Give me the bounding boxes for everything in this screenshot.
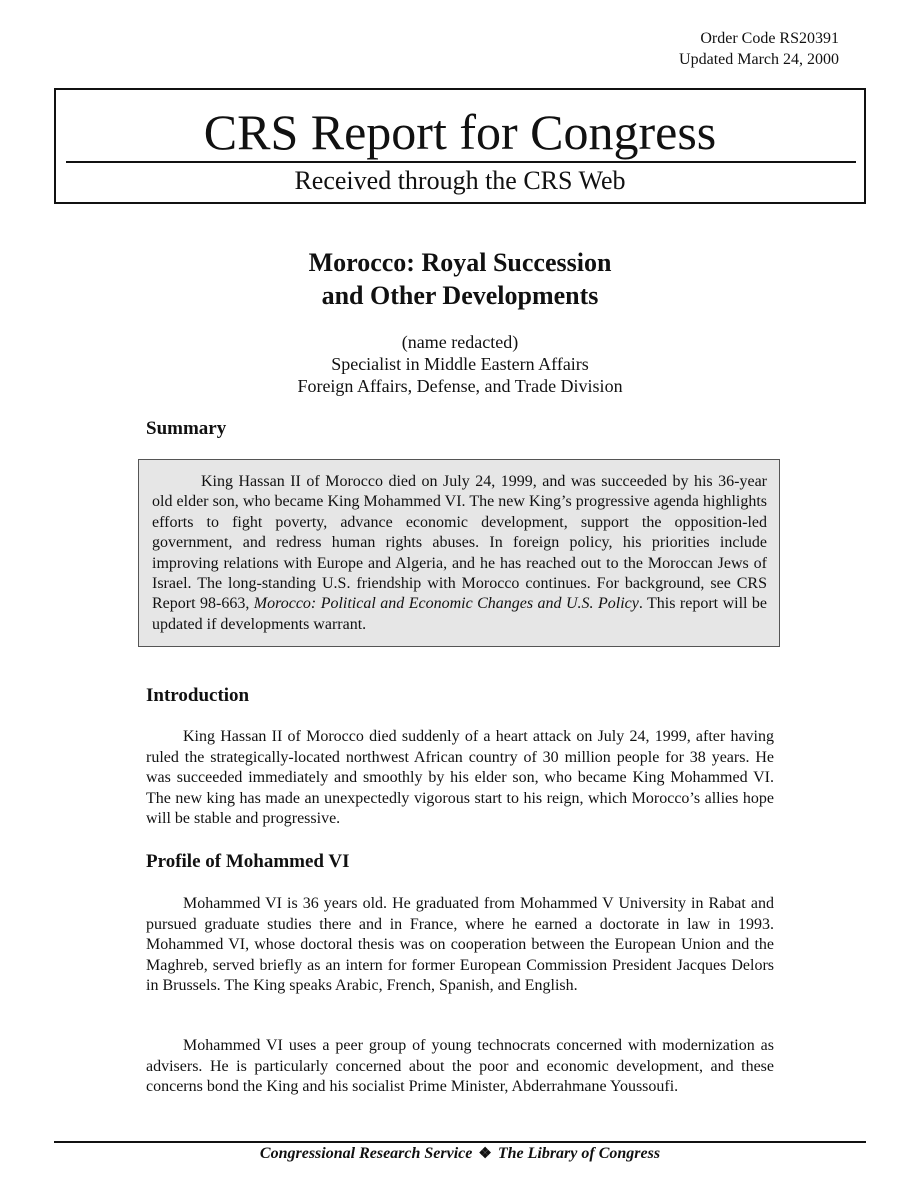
footer-rule	[54, 1141, 866, 1143]
report-title	[0, 246, 920, 312]
masthead	[54, 88, 866, 204]
introduction-heading: Introduction	[146, 685, 250, 706]
author-position: Specialist in Middle Eastern Affairs	[331, 354, 589, 374]
report-title-line2: and Other Developments	[321, 281, 599, 310]
order-info	[679, 28, 839, 70]
summary-text: King Hassan II of Morocco died on July 24, 1999, and was succeeded by his 36-year old elder son, who became King Mohammed VI. The new King’s progressive agenda highlights efforts to fight poverty, advance economic development, support the opposition-led government, and redress human rights abuses. In foreign policy, his priorities include improving relations with Europe and Algeria, and he has reached out to the Moroccan Jews of Israel. The long-standing U.S. friendship with Morocco continues. For background, see CRS Report 98-663,	[152, 473, 767, 613]
footer-crs: Congressional Research Service	[259, 1145, 473, 1162]
order-code: Order Code RS20391	[700, 30, 839, 47]
profile-heading: Profile of Mohammed VI	[146, 851, 350, 872]
author-name: (name redacted)	[401, 332, 519, 352]
masthead-rule	[66, 161, 856, 163]
introduction-paragraph: King Hassan II of Morocco died suddenly of a heart attack on July 24, 1999, after having ruled the strategically-located northwest African country of 30 million people for 38 years. He was succeeded immediately and smoothly by his elder son, who became King Mohammed VI. The new king has made an unexpectedly vigorous start to his reign, which Morocco’s allies hope will be stable and progressive.	[146, 728, 774, 827]
footer	[0, 1144, 920, 1164]
summary-box	[138, 459, 780, 647]
masthead-subtitle: Received through the CRS Web	[294, 166, 626, 195]
author-block	[0, 331, 920, 397]
report-title-line1: Morocco: Royal Succession	[308, 248, 612, 277]
diamond-icon: ❖	[478, 1146, 492, 1162]
profile-paragraph-1: Mohammed VI is 36 years old. He graduated from Mohammed V University in Rabat and pursued graduate studies there and in France, where he earned a doctorate in law in 1993. Mohammed VI, whose doctoral thesis was on cooperation between the European Union and the Maghreb, served briefly as an intern for former European Commission President Jacques Delors in Brussels. The King speaks Arabic, French, Spanish, and English.	[146, 895, 774, 994]
summary-heading: Summary	[146, 418, 227, 439]
summary-text-end: . This report will be updated if developments warrant.	[152, 595, 768, 633]
masthead-title: CRS Report for Congress	[203, 104, 717, 160]
author-division: Foreign Affairs, Defense, and Trade Division	[297, 376, 623, 396]
summary-reference-title: Morocco: Political and Economic Changes and U.S. Policy	[253, 595, 639, 613]
updated-date: Updated March 24, 2000	[679, 51, 839, 68]
profile-paragraph-2: Mohammed VI uses a peer group of young technocrats concerned with modernization as advisers. He is particularly concerned about the poor and economic development, and these concerns bond the King and his socialist Prime Minister, Abderrahmane Youssoufi.	[146, 1037, 774, 1095]
footer-library: The Library of Congress	[497, 1145, 661, 1162]
